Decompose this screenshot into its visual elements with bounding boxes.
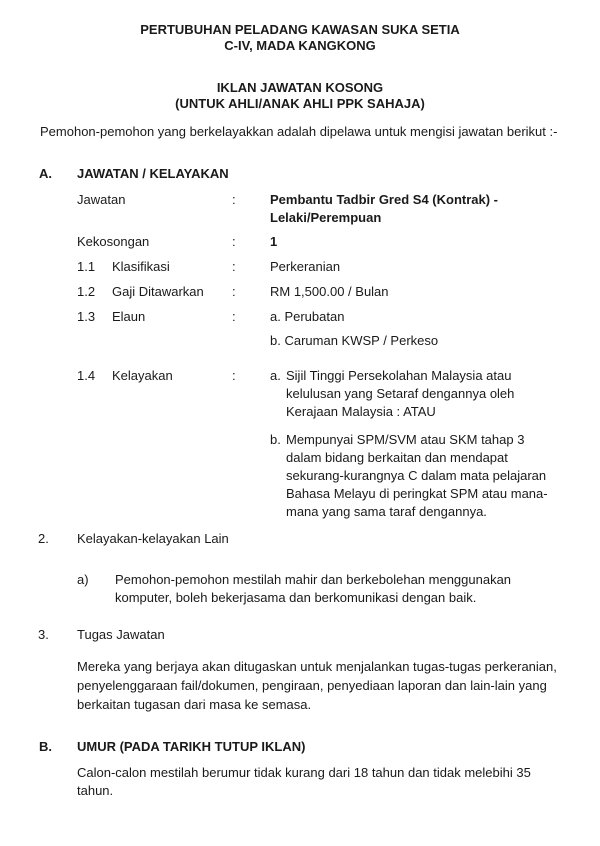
gaji-label: Gaji Ditawarkan xyxy=(112,284,204,299)
list-marker: a. xyxy=(270,368,281,383)
kelayakan-a-line: kelulusan yang Setaraf dengannya oleh xyxy=(286,386,515,401)
section-b-line: Calon-calon mestilah berumur tidak kurang dari 18 tahun dan tidak melebihi 35 xyxy=(77,765,531,780)
colon: : xyxy=(232,234,236,249)
section-3-line: penyelenggaraan fail/dokumen, pengiraan, penyediaan laporan dan lain-lain yang xyxy=(77,678,547,693)
section-2-heading: Kelayakan-kelayakan Lain xyxy=(77,531,229,546)
kelayakan-b-line: sekurang-kurangnya C dalam mata pelajaran xyxy=(286,468,547,483)
elaun-label: Elaun xyxy=(112,309,146,324)
klasifikasi-label: Klasifikasi xyxy=(112,259,170,274)
gaji-value: RM 1,500.00 / Bulan xyxy=(270,284,389,299)
kelayakan-label: Kelayakan xyxy=(112,368,173,383)
jawatan-value: Pembantu Tadbir Gred S4 (Kontrak) - xyxy=(270,192,499,207)
org-location: C-IV, MADA KANGKONG xyxy=(224,38,376,53)
kelayakan-a-line: Sijil Tinggi Persekolahan Malaysia atau xyxy=(286,368,512,383)
section-b-marker: B. xyxy=(39,739,52,754)
list-marker: a) xyxy=(77,572,89,587)
kelayakan-b-line: Mempunyai SPM/SVM atau SKM tahap 3 xyxy=(286,432,525,447)
colon: : xyxy=(232,284,236,299)
section-3-marker: 3. xyxy=(38,627,49,642)
section-3-line: berkaitan tugasan dari masa ke semasa. xyxy=(77,697,312,712)
item-number: 1.2 xyxy=(77,284,96,299)
kekosongan-value: 1 xyxy=(270,234,278,249)
item-number: 1.4 xyxy=(77,368,96,383)
section-2-marker: 2. xyxy=(38,531,49,546)
section-a-marker: A. xyxy=(39,166,52,181)
elaun-value: a. Perubatan xyxy=(270,309,345,324)
kelayakan-b-line: Bahasa Melayu di peringkat SPM atau mana- xyxy=(286,486,548,501)
section-2-line: Pemohon-pemohon mestilah mahir dan berkebolehan menggunakan xyxy=(115,572,512,587)
org-name: PERTUBUHAN PELADANG KAWASAN SUKA SETIA xyxy=(140,22,460,37)
colon: : xyxy=(232,368,236,383)
section-3-heading: Tugas Jawatan xyxy=(77,627,165,642)
jawatan-value: Lelaki/Perempuan xyxy=(270,210,382,225)
section-a-heading: JAWATAN / KELAYAKAN xyxy=(77,166,229,181)
intro-text: Pemohon-pemohon yang berkelayakkan adalah dipelawa untuk mengisi jawatan berikut :- xyxy=(40,124,558,139)
jawatan-label: Jawatan xyxy=(77,192,126,207)
colon: : xyxy=(232,192,236,207)
document-title: IKLAN JAWATAN KOSONG xyxy=(216,80,384,95)
elaun-value: b. Caruman KWSP / Perkeso xyxy=(270,333,439,348)
section-b-heading: UMUR (PADA TARIKH TUTUP IKLAN) xyxy=(77,739,306,754)
kelayakan-a-line: Kerajaan Malaysia : ATAU xyxy=(286,404,436,419)
list-marker: b. xyxy=(270,432,281,447)
kelayakan-b-line: dalam bidang berkaitan dan mendapat xyxy=(286,450,508,465)
section-3-line: Mereka yang berjaya akan ditugaskan untuk menjalankan tugas-tugas perkeranian, xyxy=(77,659,557,674)
item-number: 1.1 xyxy=(77,259,96,274)
colon: : xyxy=(232,259,236,274)
document-subtitle: (UNTUK AHLI/ANAK AHLI PPK SAHAJA) xyxy=(175,96,425,111)
item-number: 1.3 xyxy=(77,309,96,324)
section-2-line: komputer, boleh bekerjasama dan berkomunikasi dengan baik. xyxy=(115,590,477,605)
section-b-line: tahun. xyxy=(77,783,114,798)
colon: : xyxy=(232,309,236,324)
kelayakan-b-line: mana yang sama taraf dengannya. xyxy=(286,504,487,519)
kekosongan-label: Kekosongan xyxy=(77,234,150,249)
klasifikasi-value: Perkeranian xyxy=(270,259,341,274)
